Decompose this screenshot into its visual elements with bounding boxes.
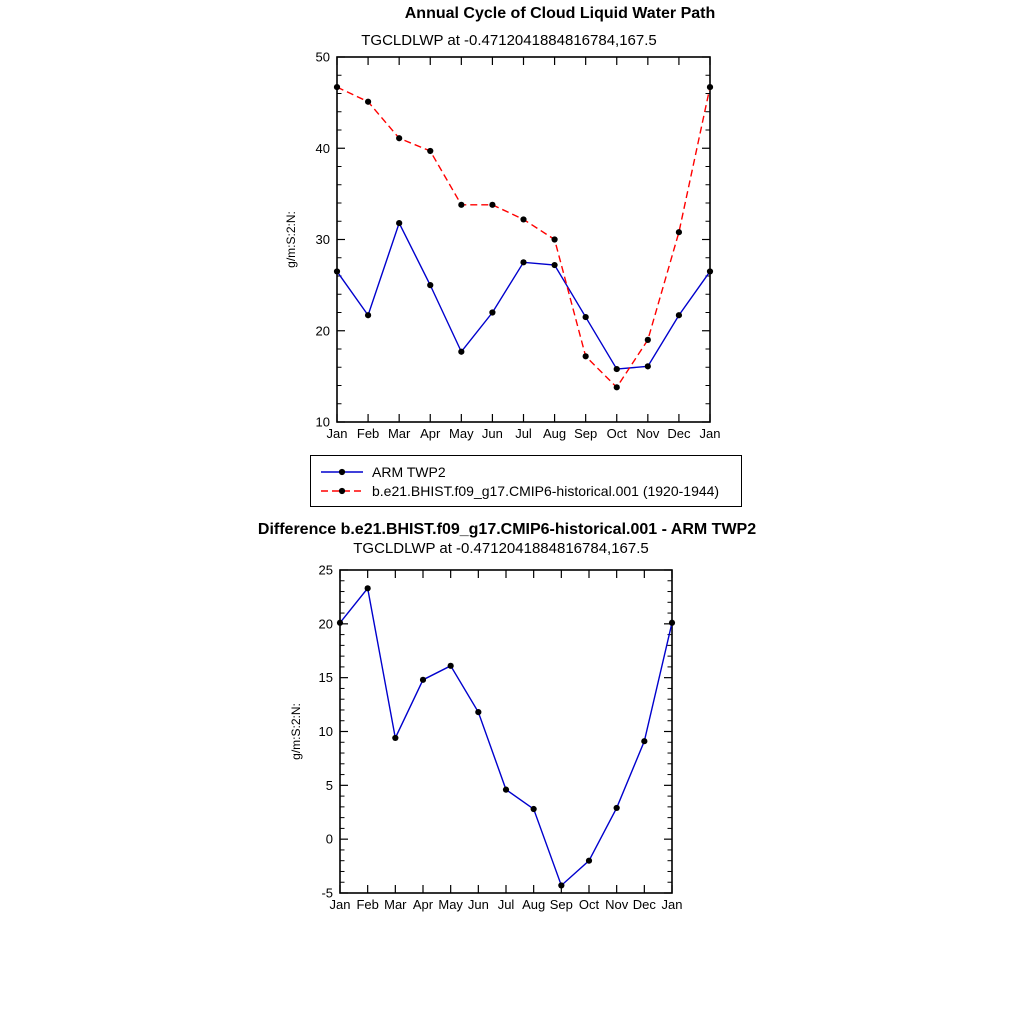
x-tick-label: Feb (356, 426, 380, 441)
data-point-marker (520, 259, 526, 265)
x-tick-label: Oct (606, 426, 627, 441)
y-tick-label: 50 (315, 49, 330, 65)
data-point-marker (669, 620, 675, 626)
data-point-marker (334, 268, 340, 274)
legend-label-model: b.e21.BHIST.f09_g17.CMIP6-historical.001 (1920-1944) (372, 482, 720, 499)
x-tick-label: Nov (636, 426, 660, 441)
data-point-marker (427, 148, 433, 154)
x-tick-label: Apr (412, 897, 434, 912)
data-point-marker (489, 309, 495, 315)
data-point-marker (448, 663, 454, 669)
data-point-marker (337, 620, 343, 626)
x-tick-label: May (449, 426, 474, 441)
x-tick-label: Jun (481, 426, 503, 441)
y-tick-label: 5 (325, 777, 333, 793)
data-point-marker (641, 738, 647, 744)
x-tick-label: Sep (549, 897, 573, 912)
data-point-marker (458, 202, 464, 208)
x-tick-label: May (438, 897, 463, 912)
y-tick-label: 40 (315, 140, 330, 156)
x-tick-label: Jan (661, 897, 683, 912)
series-line-1 (337, 87, 710, 387)
x-tick-label: Dec (632, 897, 656, 912)
legend-sample-marker (339, 487, 345, 493)
x-tick-label: Jun (467, 897, 489, 912)
data-point-marker (420, 677, 426, 683)
bottom-line-chart (260, 558, 780, 930)
data-point-marker (392, 735, 398, 741)
data-point-marker (676, 312, 682, 318)
data-point-marker (396, 220, 402, 226)
y-tick-label: 20 (318, 616, 333, 632)
x-tick-label: Mar (387, 426, 411, 441)
top-chart-title: Annual Cycle of Cloud Liquid Water Path (404, 5, 716, 22)
x-tick-label: Feb (356, 897, 379, 912)
data-point-marker (531, 806, 537, 812)
y-tick-label: -5 (321, 885, 333, 901)
bottom-chart-title: Difference b.e21.BHIST.f09_g17.CMIP6-historical.001 - ARM TWP2 (257, 521, 757, 538)
legend-line-sample-red-dashed (319, 484, 365, 498)
y-tick-label: 15 (318, 670, 333, 686)
y-tick-label: 20 (315, 323, 330, 339)
plot-frame (340, 570, 672, 893)
data-point-marker (707, 268, 713, 274)
data-point-marker (676, 229, 682, 235)
data-point-marker (707, 84, 713, 90)
bottom-chart-subtitle: TGCLDLWP at -0.4712041884816784,167.5 (353, 540, 649, 557)
data-point-marker (396, 135, 402, 141)
series-line-0 (340, 588, 672, 885)
data-point-marker (583, 353, 589, 359)
top-chart-subtitle: TGCLDLWP at -0.4712041884816784,167.5 (361, 32, 657, 49)
x-tick-label: Oct (578, 897, 600, 912)
data-point-marker (365, 585, 371, 591)
data-point-marker (551, 262, 557, 268)
legend (310, 455, 742, 507)
data-point-marker (427, 282, 433, 288)
data-point-marker (475, 709, 481, 715)
x-tick-label: Mar (384, 897, 407, 912)
data-point-marker (458, 349, 464, 355)
data-point-marker (551, 236, 557, 242)
x-tick-label: Jan (329, 897, 351, 912)
data-point-marker (583, 314, 589, 320)
top-line-chart (260, 40, 780, 452)
legend-line-sample-blue-solid (319, 465, 365, 479)
y-tick-label: 30 (315, 232, 330, 247)
x-tick-label: Jan (699, 426, 721, 441)
y-axis-label: g/m:S:2:N: (289, 703, 303, 760)
data-point-marker (489, 202, 495, 208)
y-tick-label: 10 (318, 724, 333, 739)
data-point-marker (614, 366, 620, 372)
y-tick-label: 10 (315, 414, 330, 430)
y-tick-label: 25 (318, 562, 333, 578)
x-tick-label: Jul (515, 426, 532, 441)
data-point-marker (645, 363, 651, 369)
legend-item-arm-twp2 (319, 464, 733, 480)
x-tick-label: Sep (574, 426, 598, 441)
x-tick-label: Aug (522, 897, 546, 912)
x-tick-label: Apr (420, 426, 441, 441)
data-point-marker (558, 882, 564, 888)
legend-item-model (319, 483, 733, 499)
data-point-marker (365, 312, 371, 318)
legend-sample-marker (339, 468, 345, 474)
x-tick-label: Aug (543, 426, 567, 441)
y-tick-label: 0 (325, 831, 333, 847)
x-tick-label: Dec (667, 426, 691, 441)
data-point-marker (645, 337, 651, 343)
data-point-marker (614, 384, 620, 390)
data-point-marker (586, 858, 592, 864)
data-point-marker (365, 99, 371, 105)
data-point-marker (520, 216, 526, 222)
x-tick-label: Jul (497, 897, 515, 912)
y-axis-label: g/m:S:2:N: (284, 211, 298, 268)
data-point-marker (334, 84, 340, 90)
x-tick-label: Nov (605, 897, 629, 912)
legend-label-arm-twp2: ARM TWP2 (372, 463, 446, 480)
data-point-marker (503, 787, 509, 793)
series-line-0 (337, 223, 710, 369)
data-point-marker (614, 805, 620, 811)
x-tick-label: Jan (326, 426, 348, 441)
